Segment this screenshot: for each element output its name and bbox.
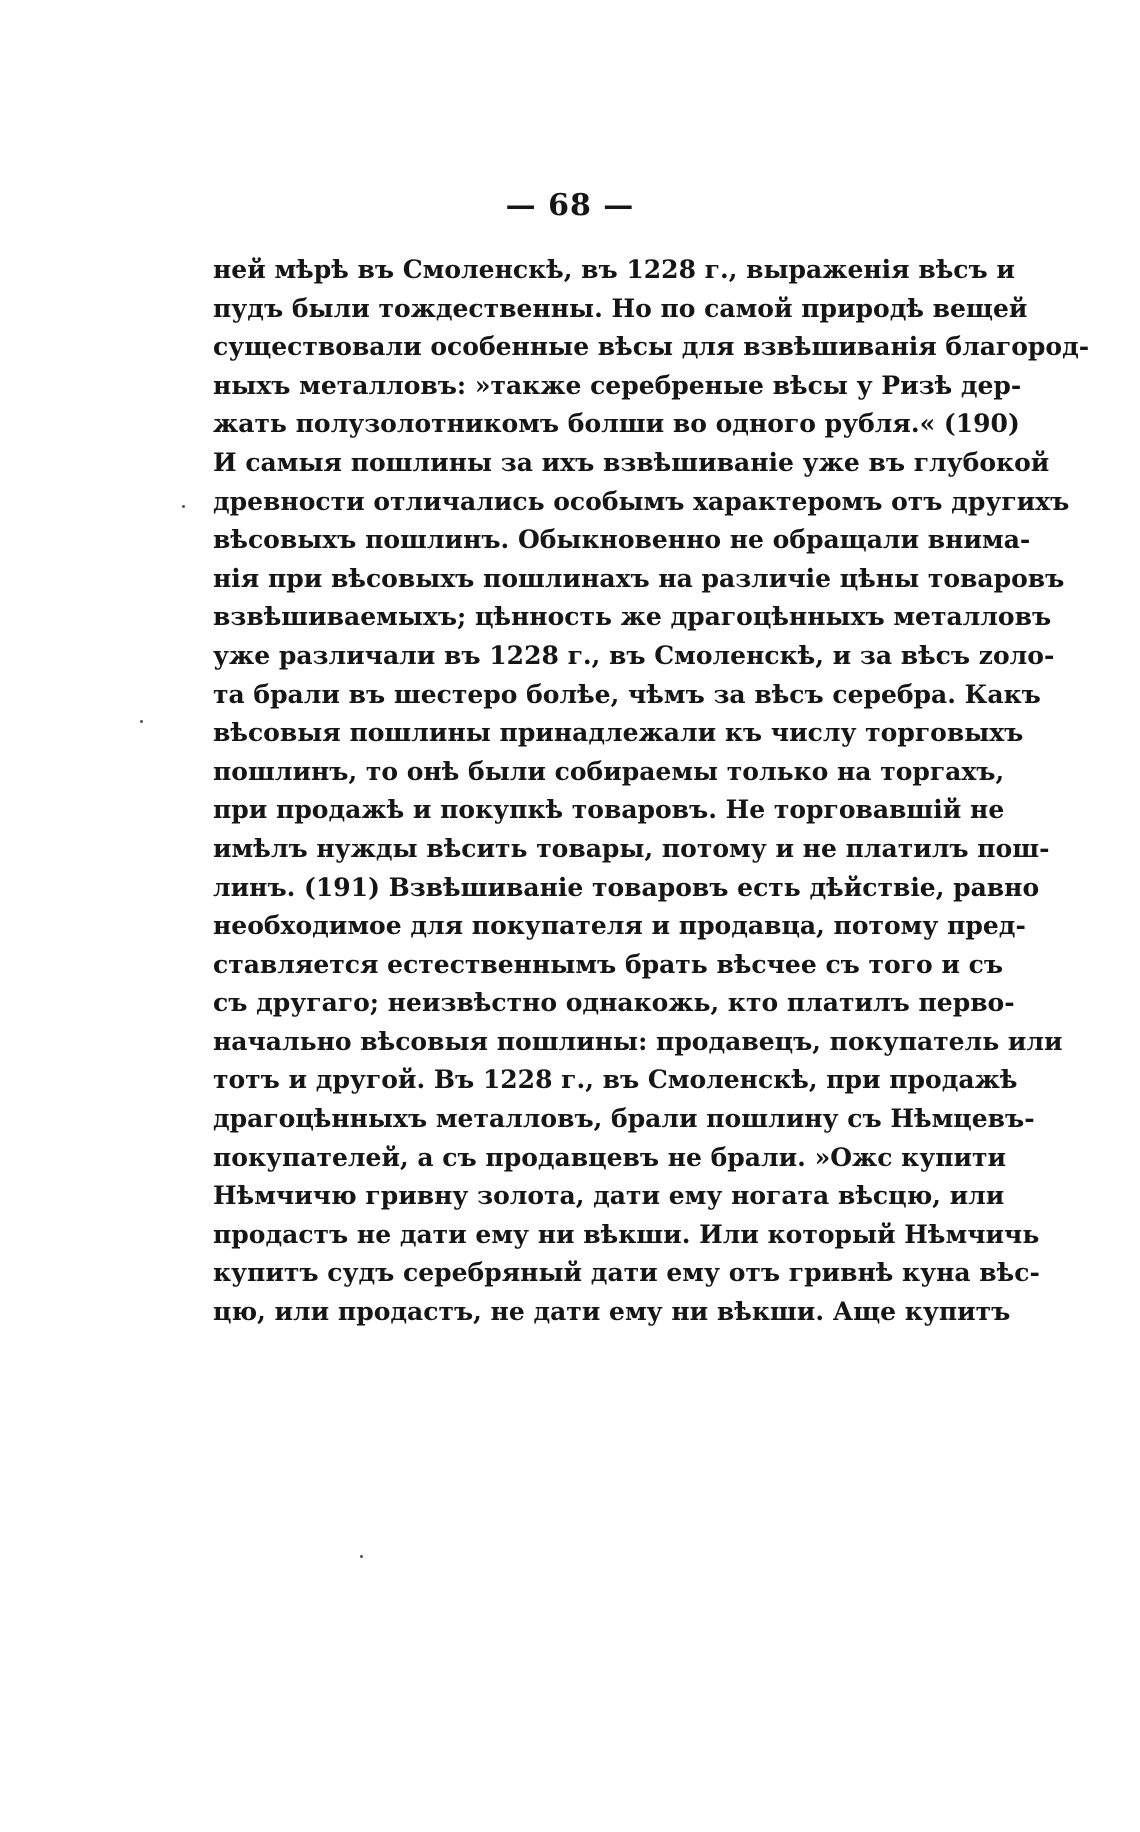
text-line-24: покупателей, а съ продавцевъ не брали. »Ожс купити — [213, 1142, 1007, 1172]
text-line-7: древности отличались особымъ характеромъ отъ другихъ — [213, 486, 1070, 516]
scan-speck — [360, 1555, 363, 1558]
text-line-23: драгоцѣнныхъ металловъ, брали пошлину съ Нѣмцевъ- — [213, 1104, 1035, 1134]
scan-speck — [140, 720, 143, 723]
text-line-16: имѣлъ нужды вѣсить товары, потому и не платилъ пош- — [213, 833, 1050, 863]
text-line-15: при продажѣ и покупкѣ товаровъ. Не торговавшій не — [213, 795, 1005, 825]
page-number: — 68 — — [505, 188, 635, 223]
text-line-8: вѣсовыхъ пошлинъ. Обыкновенно не обращали внима- — [213, 525, 1031, 555]
text-line-19: ставляется естественнымъ брать вѣсчее съ того и съ — [213, 949, 1004, 979]
text-line-12: та брали въ шестеро болѣе, чѣмъ за вѣсъ серебра. Какъ — [213, 679, 1041, 709]
text-line-3: существовали особенные вѣсы для взвѣшиванія благород- — [213, 332, 1090, 362]
text-line-21: начально вѣсовыя пошлины: продавецъ, покупатель или — [213, 1026, 1063, 1056]
text-line-22: тотъ и другой. Въ 1228 г., въ Смоленскѣ, при продажѣ — [213, 1065, 1018, 1095]
scan-speck — [182, 505, 185, 508]
text-line-25: Нѣмчичю гривну золота, дати ему ногата вѣсцю, или — [213, 1181, 1005, 1211]
body-text — [213, 251, 1090, 1332]
text-line-10: взвѣшиваемыхъ; цѣнность же драгоцѣнныхъ металловъ — [213, 602, 1052, 632]
text-line-9: нія при вѣсовыхъ пошлинахъ на различіе цѣны товаровъ — [213, 563, 1065, 593]
text-line-6: И самыя пошлины за ихъ взвѣшиваніе уже въ глубокой — [213, 447, 1050, 477]
text-line-1: ней мѣрѣ въ Смоленскѣ, въ 1228 г., выраженія вѣсъ и — [213, 255, 1015, 284]
text-line-14: пошлинъ, то онѣ были собираемы только на торгахъ, — [213, 756, 1005, 786]
text-line-20: съ другаго; неизвѣстно однакожь, кто платилъ перво- — [213, 988, 1015, 1018]
text-line-26: продастъ не дати ему ни вѣкши. Или который Нѣмчичь — [213, 1219, 1040, 1249]
text-line-4: ныхъ металловъ: »также серебреные вѣсы у Ризѣ дер- — [213, 370, 1022, 400]
text-line-5: жать полузолотникомъ болши во одного рубля.« (190) — [213, 409, 1020, 439]
text-line-27: купитъ судъ серебряный дати ему отъ гривнѣ куна вѣс- — [213, 1258, 1040, 1288]
text-line-2: пудъ были тождественны. Но по самой природѣ вещей — [213, 293, 1028, 323]
text-line-11: уже различали въ 1228 г., въ Смоленскѣ, и за вѣсъ zоло- — [213, 640, 1055, 670]
text-line-28: цю, или продастъ, не дати ему ни вѣкши. Аще купитъ — [213, 1297, 1011, 1327]
text-line-18: необходимое для покупателя и продавца, потому пред- — [213, 911, 1026, 941]
text-line-13: вѣсовыя пошлины принадлежали къ числу торговыхъ — [213, 718, 1024, 748]
text-line-17: линъ. (191) Взвѣшиваніе товаровъ есть дѣйствіе, равно — [213, 872, 1040, 902]
